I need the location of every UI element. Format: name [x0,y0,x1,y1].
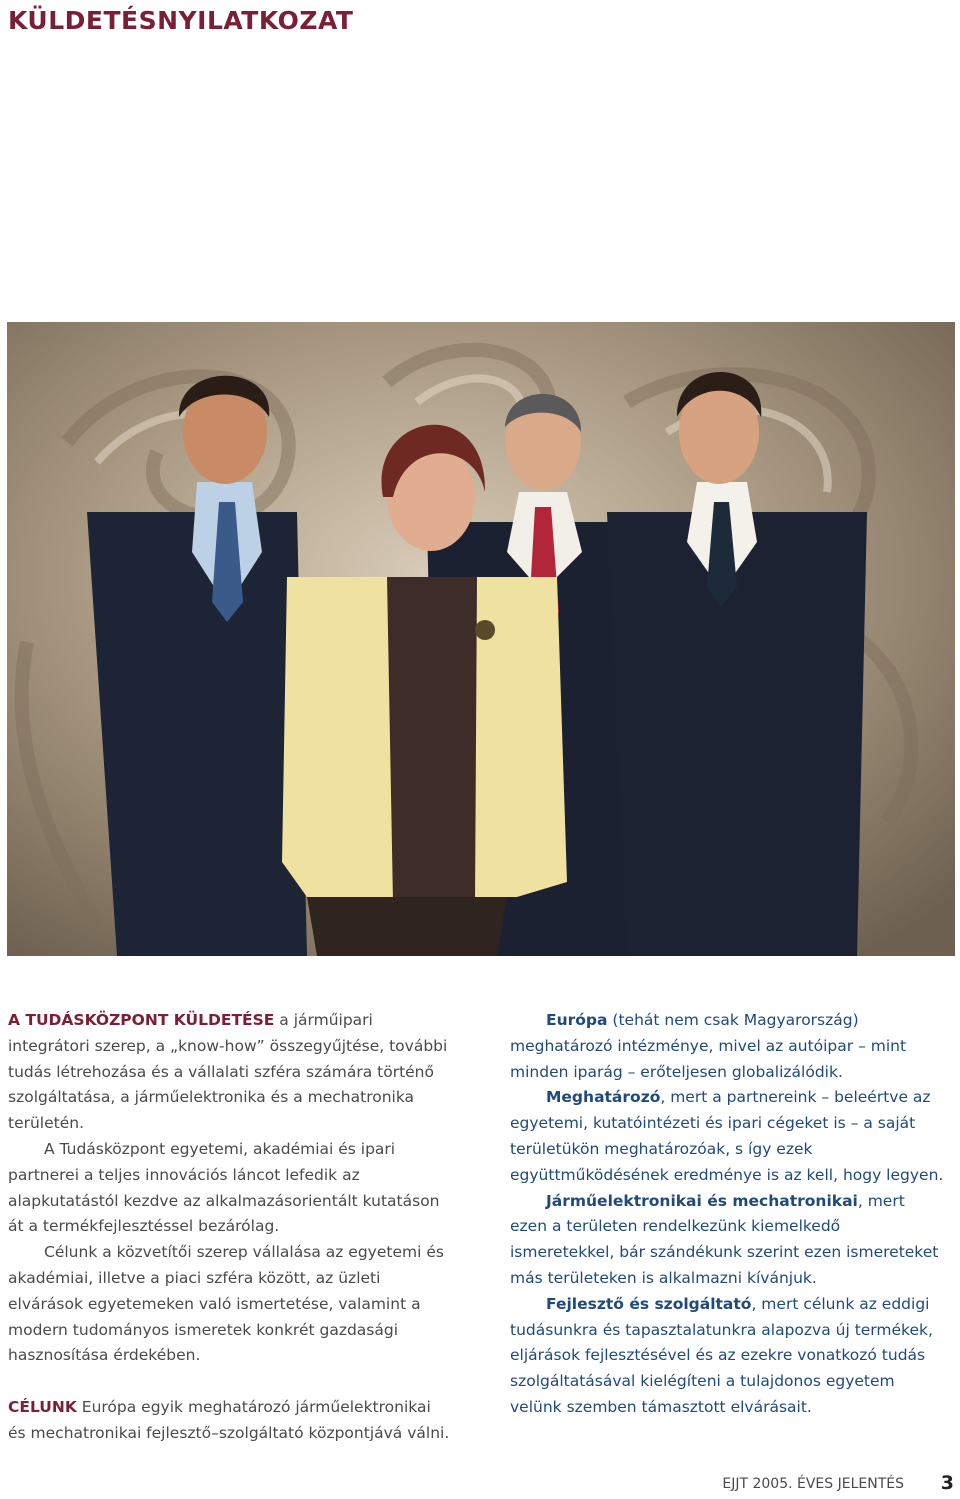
mission-lead: A TUDÁSKÖZPONT KÜLDETÉSE [8,1011,275,1029]
goal-paragraph: Célunk a közvetítői szerep vállalása az egyetemi és akadémiai, illetve a piaci szféra között, az üzleti elvárások egyetemeken való ismertetése, valamint a modern tudományos ismeretek konkrét gazdasági hasznosítása érdekében. [8,1243,444,1365]
defining-text: , mert a partnereink – beleértve az egyetemi, kutatóintézeti és ipari cégeket is – a saját területükön meghatározóak, s így ezek együttműködésének eredménye is az kell, hogy legyen. [510,1088,944,1184]
defining-paragraph [510,1085,945,1188]
mission-text: a járműipari integrátori szerep, a „know-how” összegyűjtése, további tudás létrehozása és a vállalati szféra számára történő szolgáltatása, a járműelektronika és a mechatronika területén. [8,1011,448,1133]
electronics-text: , mert ezen a területen rendelkezünk kiemelkedő ismeretekkel, bár szándékunk szerint ezen ismereteket más területeken is alkalmazni kívánjuk. [510,1191,939,1287]
developer-text: , mert célunk az eddigi tudásunkra és tapasztalatunkra alapozva új termékek, eljárások fejlesztésével és az ezekre vonatkozó tudás szolgáltatásával kielégíteni a tulajdonos egyetem velünk szemben támasztott elvárásait. [510,1294,933,1416]
developer-lead: Fejlesztő és szolgáltató [546,1294,752,1313]
electronics-paragraph [510,1189,945,1292]
developer-paragraph [510,1292,945,1421]
page-title: KÜLDETÉSNYILATKOZAT [8,6,354,35]
aim-text: Európa egyik meghatározó járműelektronikai és mechatronikai fejlesztő–szolgáltató központjává válni. [8,1398,450,1442]
europe-paragraph [510,1008,945,1085]
aim-lead: CÉLUNK [8,1398,77,1417]
electronics-lead: Járműelektronikai és mechatronikai [546,1191,858,1210]
partners-paragraph: A Tudásközpont egyetemi, akadémiai és ipari partnerei a teljes innovációs láncot lefedik az alapkutatástól kezdve az alkalmazásorientált kutatáson át a termékfejlesztéssel bezárólag. [8,1139,440,1236]
right-column [510,1008,945,1421]
europe-lead: Európa [546,1011,608,1029]
europe-text: (tehát nem csak Magyarország) meghatározó intézménye, mivel az autóipar – mint minden iparág – erőteljesen globalizálódik. [510,1011,907,1081]
footer-report-label: EJJT 2005. ÉVES JELENTÉS [722,1476,904,1492]
defining-lead: Meghatározó [546,1088,661,1107]
left-column [8,1008,453,1447]
mission-paragraph [8,1008,453,1137]
group-photo [7,322,955,956]
page-number: 3 [940,1472,954,1494]
aim-paragraph [8,1395,453,1447]
